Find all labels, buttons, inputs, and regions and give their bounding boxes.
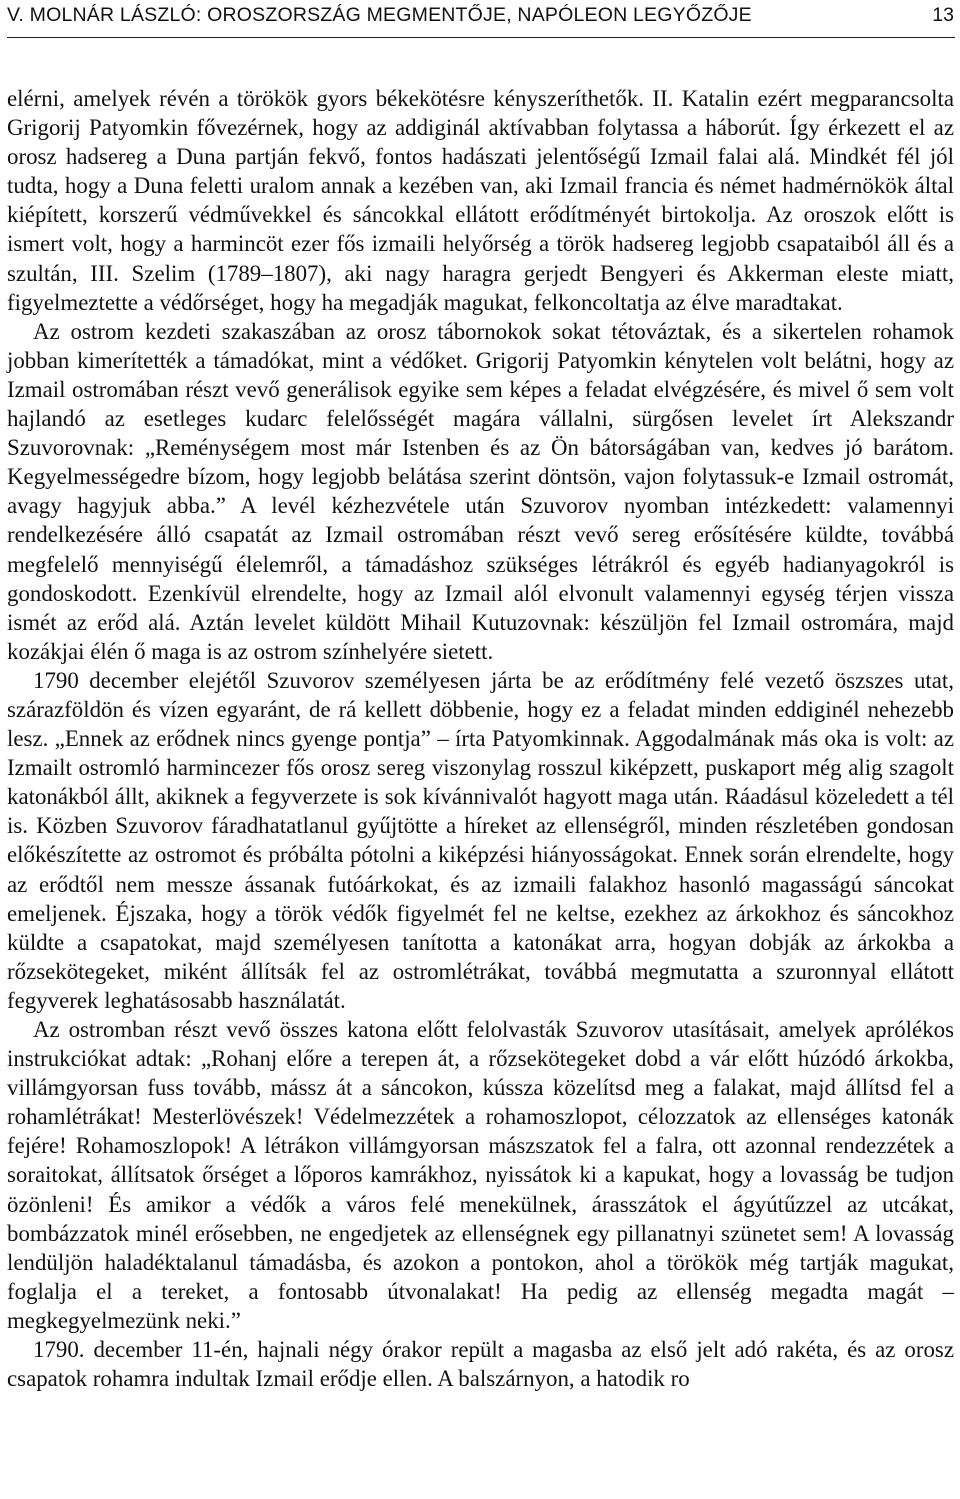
paragraph-2: Az ostrom kezdeti szakaszában az orosz tábornokok sokat tétováztak, és a sikertelen rohamok jobban kimerítették a támadókat, mint a védőket. Grigorij Patyomkin kénytelen volt belátni, hogy az Izmail ostromában részt vevő generálisok egyike sem képes a feladat elvégzésére, és mivel ő sem volt hajlandó az esetleges kudarc felelősségét magára vállalni, sürgősen levelet írt Alekszandr Szuvorovnak: „Reménységem most már Istenben és az Ön bátorságában van, kedves jó barátom. Kegyelmességedre bízom, hogy legjobb belátása szerint döntsön, vajon folytassuk-e Izmail ostromát, avagy hagyjuk abba.” A levél kézhezvétele után Szuvorov nyomban intézkedett: valamennyi rendelkezésére álló csapatát az Izmail ostromában részt vevő sereg erősítésére küldte, továbbá megfelelő mennyiségű élelemről, a támadáshoz szükséges létrákról és egyéb hadianyagokról is gondoskodott. Ezenkívül elrendelte, hogy az Izmail alól elvonult valamennyi egység térjen vissza ismét az erőd alá. Aztán levelet küldött Mihail Kutuzovnak: készüljön fel Izmail ostromára, majd kozákjai élén ő maga is az ostrom színhelyére sietett. [7,318,954,664]
paragraph-5: 1790. december 11-én, hajnali négy órakor repült a magasba az első jelt adó rakéta, és az orosz csapatok rohamra indultak Izmail erődje ellen. A balszárnyon, a hatodik ro [7,1337,954,1392]
paragraph-1: elérni, amelyek révén a törökök gyors békekötésre kényszeríthetők. II. Katalin ezért megparancsolta Grigorij Patyomkin fővezérnek, hogy az addiginál aktívabban folytassa a háborút. Így érkezett el az orosz hadsereg a Duna partján fekvő, fontos hadászati jelentőségű Izmail falai alá. Mindkét fél jól tudta, hogy a Duna feletti uralom annak a kezében van, aki Izmail francia és német hadmérnökök által kiépített, korszerű védművekkel és sáncokkal ellátott erődítményét birtokolja. Az oroszok előtt is ismert volt, hogy a harmincöt ezer fős izmaili helyőrség a török hadsereg legjobb csapataiból áll és a szultán, III. Szelim (1789–1807), aki nagy haragra gerjedt Bengyeri és Akkerman eleste miatt, figyelmeztette a védőrséget, hogy ha megadják magukat, felkoncoltatja az élve maradtakat. [7,86,954,315]
page-number: 13 [932,4,954,26]
page-header [0,0,960,36]
running-head: V. MOLNÁR LÁSZLÓ: OROSZORSZÁG MEGMENTŐJE, NAPÓLEON LEGYŐZŐJE [7,4,752,26]
paragraph-4: Az ostromban részt vevő összes katona előtt felolvasták Szuvorov utasításait, amelyek aprólékos instrukciókat adtak: „Rohanj előre a terepen át, a rőzsekötegeket dobd a vár előtt húzódó árkokba, villámgyorsan fuss tovább, mássz át a sáncokon, kússza közelítsd meg a falakat, majd állítsd fel a rohamlétrákat! Mesterlövészek! Védelmezzétek a rohamoszlopot, célozzatok az ellenséges katonák fejére! Rohamoszlopok! A létrákon villámgyorsan mászszatok fel a falra, ott azonnal rendezzétek a soraitokat, állítsatok őrséget a lőporos kamrákhoz, nyissátok ki a kapukat, hogy a lovasság be tudjon özönleni! És amikor a védők a város felé menekülnek, árasszátok el ágyútűzzel az utcákat, bombázzatok minél erősebben, ne engedjetek az ellenségnek egy pillanatnyi szünetet sem! A lovasság lendüljön haladéktalanul támadásba, és azokon a pontokon, ahol a törökök még tartják magukat, foglalja el a tereket, a fontosabb útvonalakat! Ha pedig az ellenség megadta magát – megkegyelmezünk neki.” [7,1017,954,1333]
body-text [7,84,954,1393]
header-rule [7,37,955,38]
paragraph-3: 1790 december elejétől Szuvorov személyesen járta be az erődítmény felé vezető öszszes utat, szárazföldön és vízen egyaránt, de rá kellett döbbenie, hogy ez a feladat minden eddiginél nehezebb lesz. „Ennek az erődnek nincs gyenge pontja” – írta Patyomkinnak. Aggodalmának más oka is volt: az Izmailt ostromló harmincezer fős orosz sereg viszonylag rosszul kiképzett, puskaport még alig szagolt katonákból állt, akiknek a fegyverzete is sok kívánnivalót hagyott maga után. Ráadásul közeledett a tél is. Közben Szuvorov fáradhatatlanul gyűjtötte a híreket az ellenségről, minden részletében gondosan előkészítette az ostromot és próbálta pótolni a kiképzési hiányosságokat. Ennek során elrendelte, hogy az erődtől nem messze ássanak futóárkokat, és az izmaili falakhoz hasonló magasságú sáncokat emeljenek. Éjszaka, hogy a török védők figyelmét fel ne keltse, ezekhez az árkokhoz és sáncokhoz küldte a csapatokat, majd személyesen tanította a katonákat arra, hogyan dobják az árkokba a rőzsekötegeket, miként állítsák fel az ostromlétrákat, továbbá megmutatta a szuronnyal ellátott fegyverek leghatásosabb használatát. [7,667,954,1013]
